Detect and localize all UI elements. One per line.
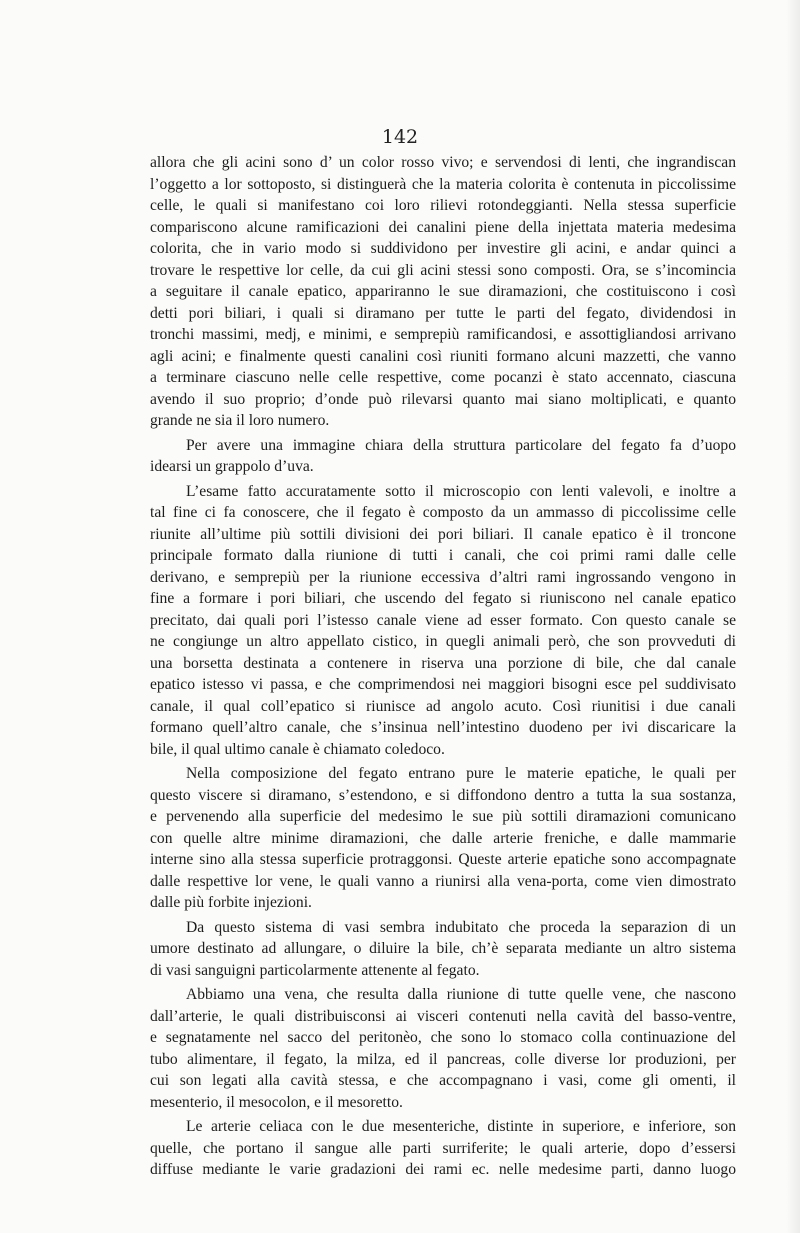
text-line: bile, il qual ultimo canale è chiamato coledoco. <box>150 740 445 758</box>
text-line: mesenterio, il mesocolon, e il mesoretto. <box>150 1093 403 1111</box>
text-line: dalle più forbite injezioni. <box>150 894 312 911</box>
text-line: grande ne sia il loro numero. <box>150 412 330 429</box>
text-line: tubo alimentare, il fegato, la milza, ed il pancreas, colle diverse lor produzioni, per <box>150 1050 736 1068</box>
page-number: 142 <box>381 126 419 148</box>
text-line: e pervenendo alla superficie del medesimo le sue più sottili diramazioni comunicano <box>150 808 736 825</box>
text-line: interne sino alla stessa superficie protraggonsi. Queste arterie epatiche sono accompagnate <box>150 851 736 868</box>
text-line: dall’arterie, le quali distribuisconsi ai visceri contenuti nella cavità del basso-ventre, <box>150 1007 736 1025</box>
text-line: quelle, che portano il sangue alle parti surriferite; le quali arterie, dopo d’essersi <box>150 1139 736 1157</box>
text-line: questo viscere si diramano, s’estendono, e si diffondono dentro a tutta la sua sostanza, <box>150 786 736 804</box>
text-line: agli acini; e finalmente questi canalini così riuniti formano alcuni mazzetti, che vanno <box>150 347 736 365</box>
text-line: l’oggetto a lor sottoposto, si distinguerà che la materia colorita è contenuta in piccolissime <box>150 175 736 193</box>
text-line: celle, le quali si manifestano coi loro rilievi rotondeggianti. Nella stessa superficie <box>150 197 736 214</box>
text-line: tal fine ci fa conoscere, che il fegato è composto da un ammasso di piccolissime celle <box>150 504 736 521</box>
text-line: compariscono alcune ramificazioni dei canalini piene della injettata materia medesima <box>150 218 736 236</box>
paragraph <box>150 481 736 761</box>
text-line: Abbiamo una vena, che resulta dalla riunione di tutte quelle vene, che nascono <box>186 986 736 1003</box>
paragraph <box>150 435 736 478</box>
body-text <box>150 152 736 1181</box>
text-line: e segnatamente nel sacco del peritonèo, che sono lo stomaco colla continuazione del <box>150 1029 736 1046</box>
text-line: Per avere una immagine chiara della struttura particolare del fegato fa d’uopo <box>186 436 736 454</box>
text-line: cui son legati alla cavità stessa, e che accompagnano i vasi, come gli omenti, il <box>150 1072 736 1089</box>
text-line: con quelle altre minime diramazioni, che dalle arterie freniche, e dalle mammarie <box>150 829 736 847</box>
text-line: a terminare ciascuno nelle celle respettive, come pocanzi è stato accennato, ciascuna <box>150 369 736 386</box>
text-line: Le arterie celiaca con le due mesenteriche, distinte in superiore, e inferiore, son <box>186 1118 736 1135</box>
text-line: formano quell’altro canale, che s’insinua nell’intestino duodeno per ivi discaricare la <box>150 719 736 736</box>
text-line: riunite all’ultime più sottili divisioni dei pori biliari. Il canale epatico è il troncone <box>150 525 736 543</box>
text-line: allora che gli acini sono d’ un color rosso vivo; e servendosi di lenti, che ingrandiscan <box>150 154 736 171</box>
text-line: L’esame fatto accuratamente sotto il microscopio con lenti valevoli, e inoltre a <box>186 482 736 500</box>
text-line: canale, il qual coll’epatico si riunisce ad angolo acuto. Così riunitisi i due canali <box>150 697 736 715</box>
text-line: avendo il suo proprio; d’onde può rilevarsi quanto mai siano moltiplicati, e quanto <box>150 390 736 408</box>
text-line: derivano, e semprepiù per la riunione eccessiva d’altri rami ingrossando vengono in <box>150 568 736 586</box>
text-line: fine a formare i pori biliari, che uscendo del fegato si riuniscono nel canale epatico <box>150 590 736 607</box>
paragraph <box>150 152 736 432</box>
text-line: dalle respettive lor vene, le quali vanno a riunirsi alla vena-porta, come vien dimostrato <box>150 872 736 890</box>
text-line: idearsi un grappolo d’uva. <box>150 458 314 475</box>
text-line: detti pori biliari, i quali si diramano per tutte le parti del fegato, dividendosi in <box>150 304 736 322</box>
text-line: epatico istesso vi passa, e che comprimendosi nei maggiori bisogni esce pel suddivisato <box>150 676 736 693</box>
text-line: Nella composizione del fegato entrano pure le materie epatiche, le quali per <box>186 765 736 782</box>
page-edge-shadow <box>786 0 800 1233</box>
paragraph <box>150 984 736 1113</box>
paragraph <box>150 917 736 982</box>
text-line: a seguitare il canale epatico, appariranno le sue diramazioni, che costituiscono i così <box>150 283 736 300</box>
text-line: trovare le respettive lor celle, da cui gli acini stessi sono composti. Ora, se s’incomincia <box>150 261 736 279</box>
text-line: Da questo sistema di vasi sembra indubitato che proceda la separazion di un <box>186 918 736 936</box>
text-line: una borsetta destinata a contenere in riserva una porzione di bile, che dal canale <box>150 654 736 672</box>
text-line: diffuse mediante le varie gradazioni dei rami ec. nelle medesime parti, danno luogo <box>150 1161 736 1178</box>
paragraph <box>150 1116 736 1181</box>
text-line: tronchi massimi, medj, e minimi, e semprepiù ramificandosi, e assottigliandosi arrivano <box>150 326 736 343</box>
text-line: precitato, dai quali pori l’istesso canale viene ad esser formato. Con questo canale se <box>150 611 736 629</box>
text-line: umore destinato ad allungare, o diluire la bile, ch’è separata mediante un altro sistema <box>150 940 736 957</box>
text-line: di vasi sanguigni particolarmente attenente al fegato. <box>150 961 480 979</box>
paragraph <box>150 763 736 914</box>
text-line: colorita, che in vario modo si suddividono per investire gli acini, e andar quinci a <box>150 240 736 257</box>
text-line: ne congiunge un altro appellato cistico, in quegli animali però, che son provveduti di <box>150 633 736 650</box>
text-line: principale formato dalla riunione di tutti i canali, che coi primi rami dalle celle <box>150 547 736 564</box>
